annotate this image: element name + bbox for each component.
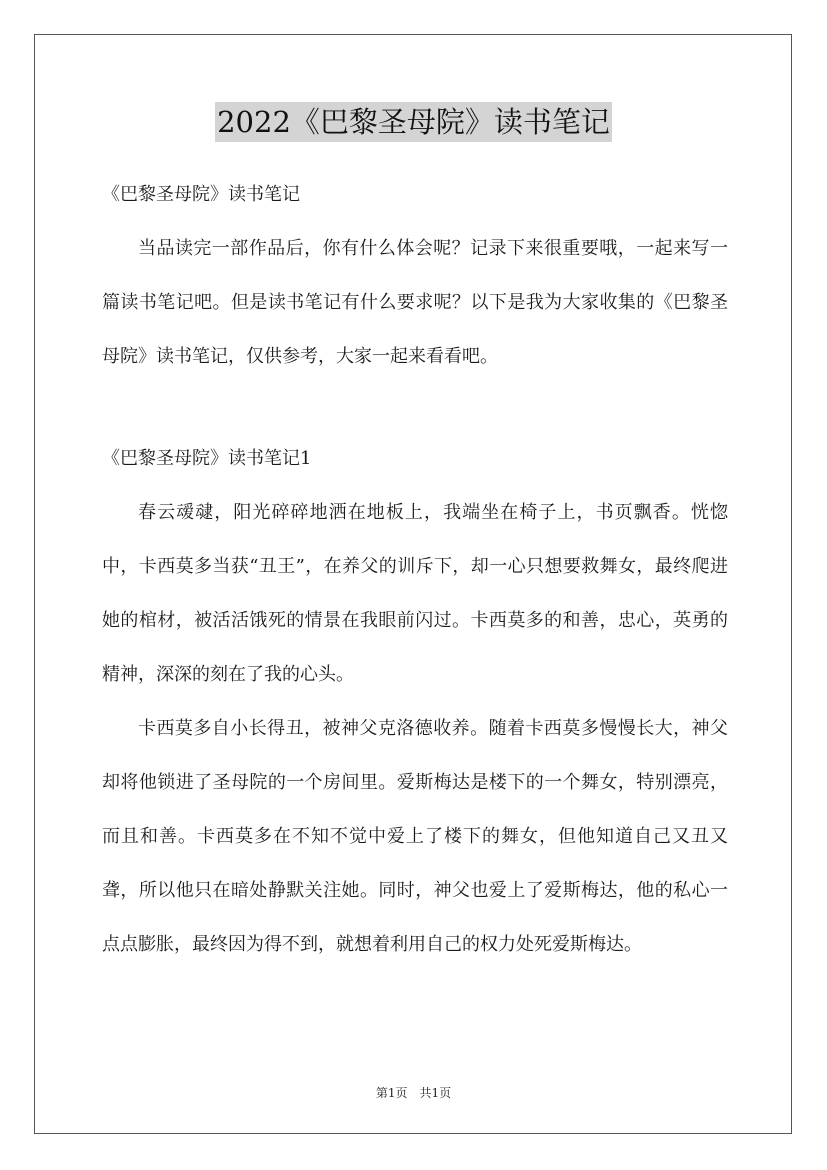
document-title	[0, 102, 827, 142]
page-number-label: 第1页 共1页	[375, 1086, 452, 1100]
page-footer	[0, 1084, 827, 1101]
section-spacer	[102, 384, 728, 432]
intro-paragraph: 当品读完一部作品后，你有什么体会呢？记录下来很重要哦，一起来写一篇读书笔记吧。但是读书笔记有什么要求呢？以下是我为大家收集的《巴黎圣母院》读书笔记，仅供参考，大家一起来看看吧。	[102, 238, 728, 367]
section-paragraph: 卡西莫多自小长得丑，被神父克洛德收养。随着卡西莫多慢慢长大，神父却将他锁进了圣母院的一个房间里。爱斯梅达是楼下的一个舞女，特别漂亮，而且和善。卡西莫多在不知不觉中爱上了楼下的舞女，但他知道自己又丑又聋，所以他只在暗处静默关注她。同时，神父也爱上了爱斯梅达，他的私心一点点膨胀，最终因为得不到，就想着利用自己的权力处死爱斯梅达。	[102, 718, 728, 955]
document-subtitle: 《巴黎圣母院》读书笔记	[102, 184, 300, 205]
document-title-text: 2022《巴黎圣母院》读书笔记	[215, 102, 612, 142]
section-paragraph: 春云叆叇，阳光碎碎地洒在地板上，我端坐在椅子上，书页飘香。恍惚中，卡西莫多当获“丑王”，在养父的训斥下，却一心只想要救舞女，最终爬进她的棺材，被活活饿死的情景在我眼前闪过。卡西莫多的和善，忠心，英勇的精神，深深的刻在了我的心头。	[102, 502, 728, 685]
document-body	[102, 168, 728, 972]
section-heading: 《巴黎圣母院》读书笔记1	[102, 448, 312, 469]
